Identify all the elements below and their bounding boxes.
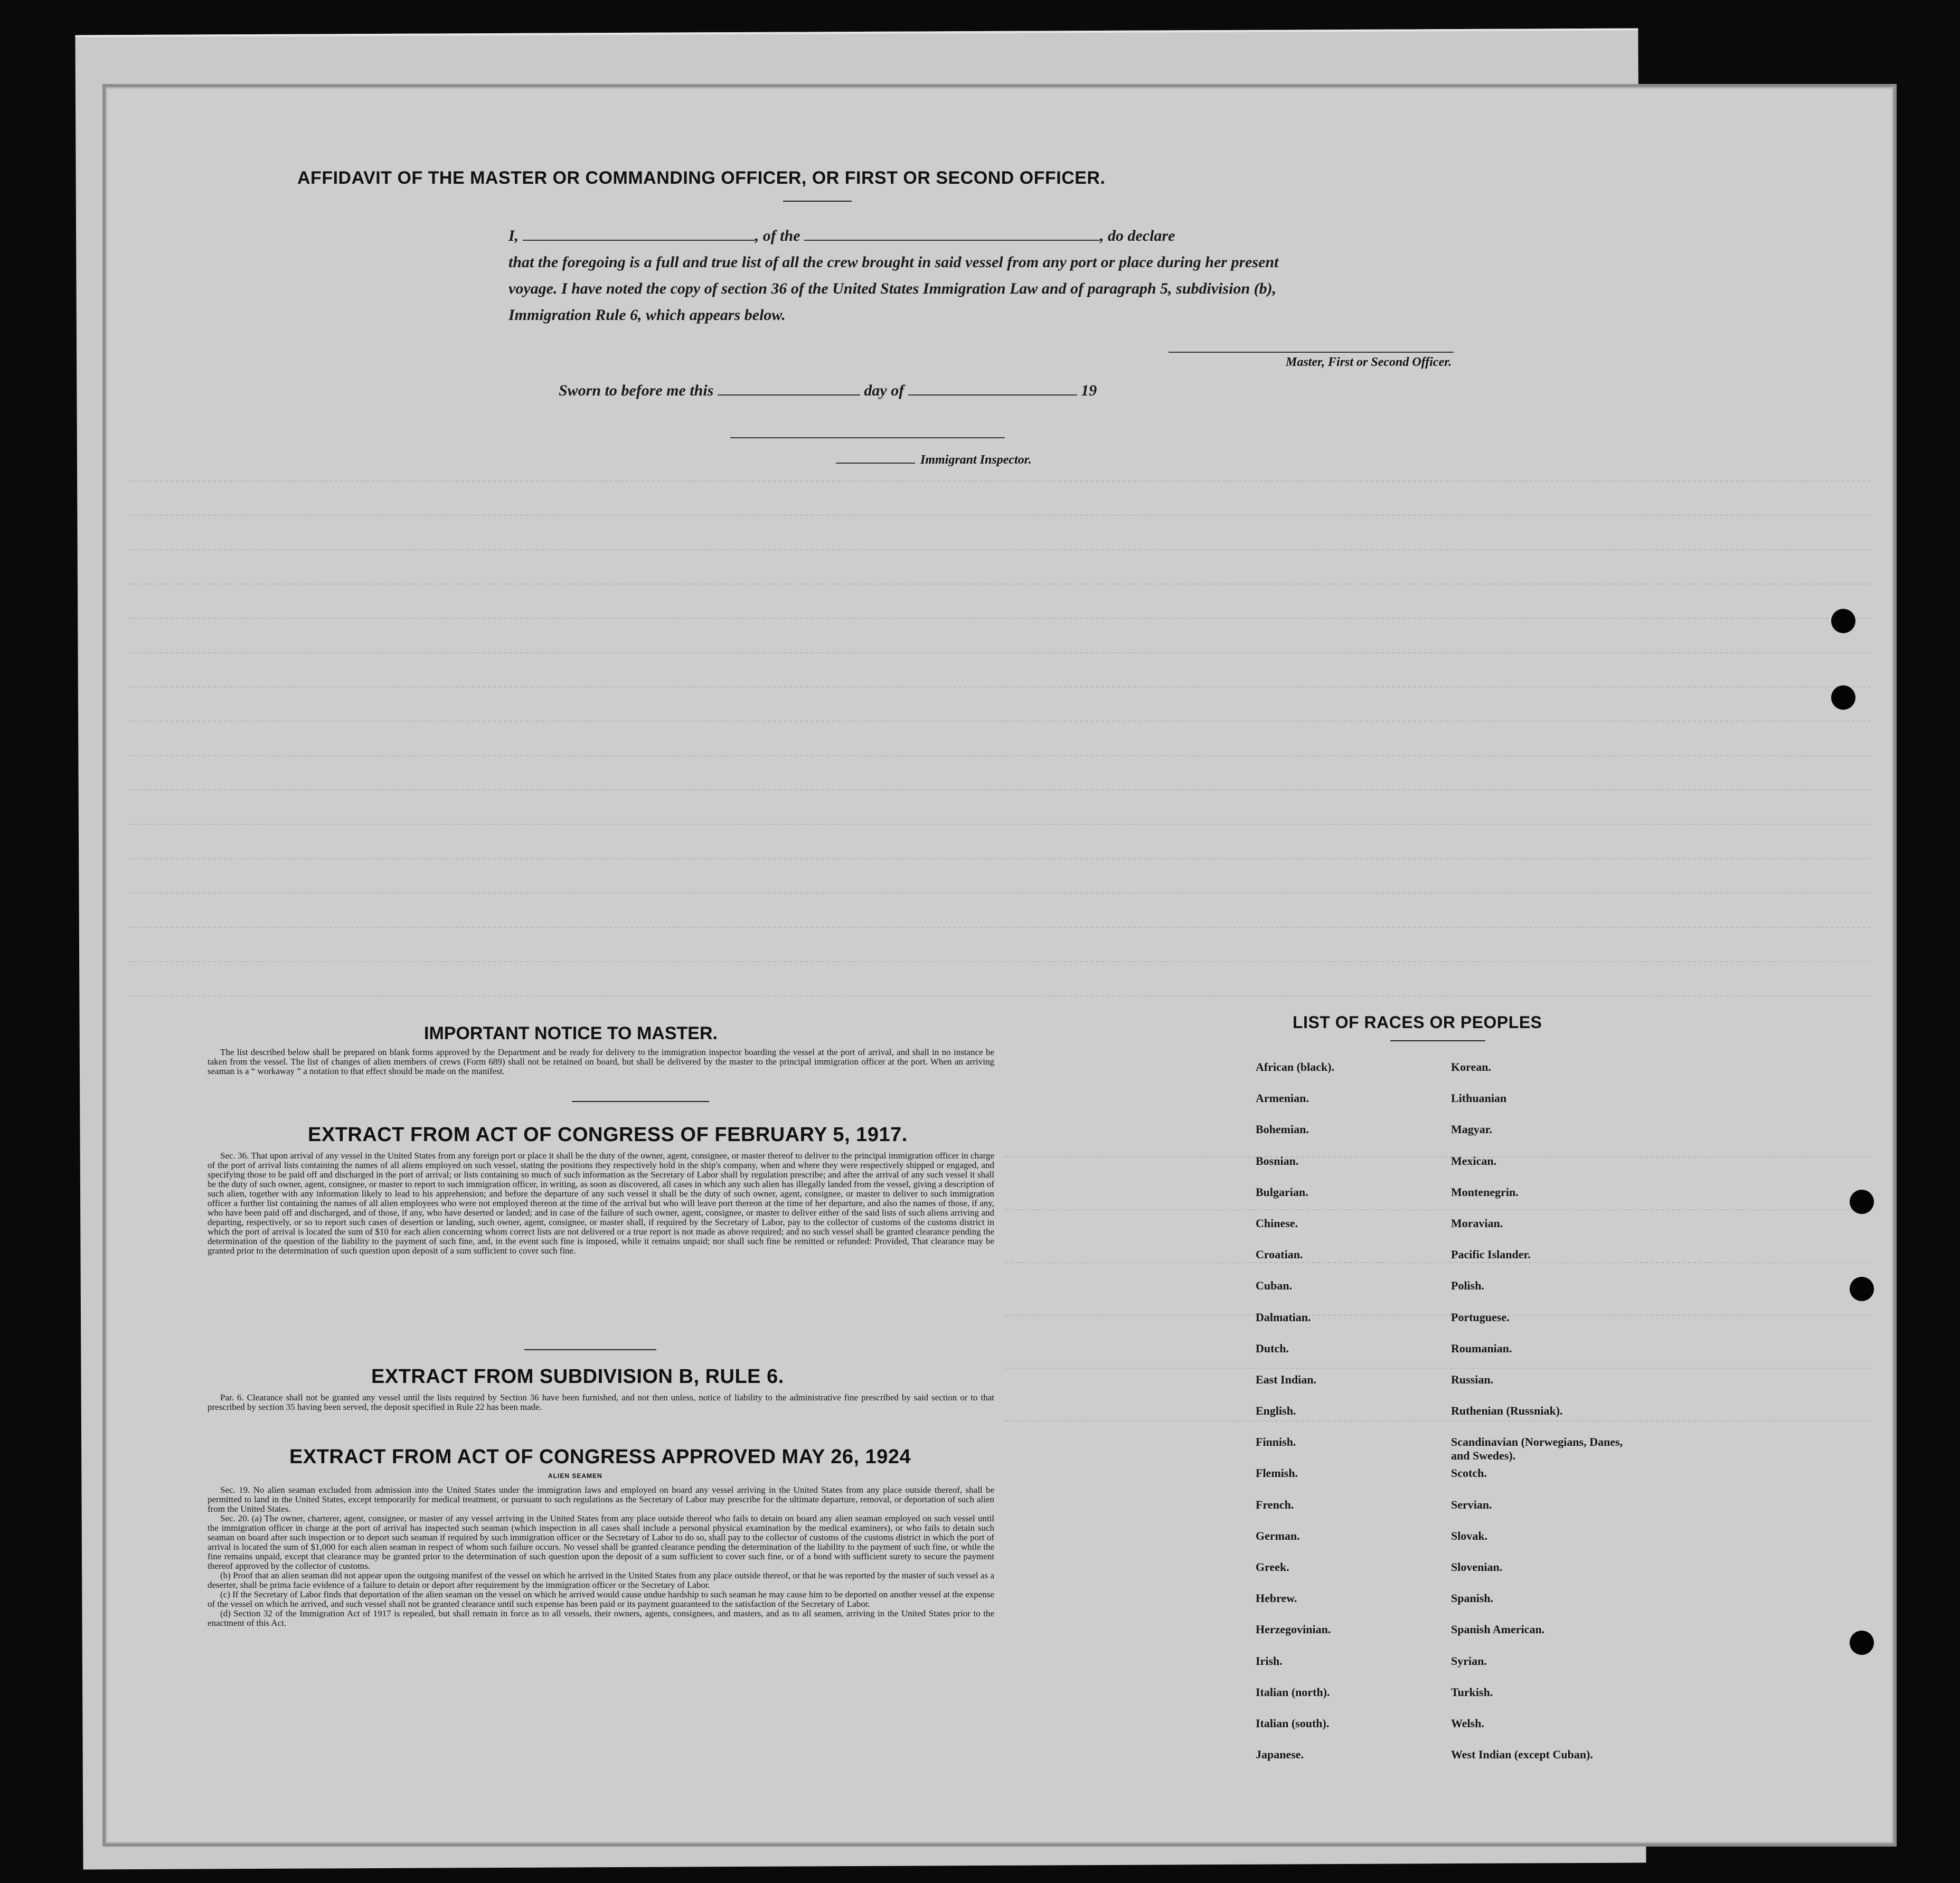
punch-hole — [1850, 1190, 1874, 1214]
race-item: Japanese. — [1256, 1748, 1304, 1762]
race-item: Scotch. — [1451, 1466, 1487, 1480]
race-item: Turkish. — [1451, 1685, 1493, 1699]
extract-1924-sec20a: Sec. 20. (a) The owner, charterer, agent, consignee, or master of any vessel arriving in the United States from any place outside thereof who fails to detain on board any alien seaman employed on such vessel until the immigration officer in charge at the port of arrival has inspected such seaman (which inspection in all cases shall include a personal physical examination by the medical examiners), or who fails to detain such seaman on board after such inspection or to deport such seaman if required by such immigration officer or the Secretary of Labor to do so, shall pay to the collector of customs of the customs district in which the port of arrival is located the sum of $1,000 for each alien seaman in respect of whom such failure occurs. No vessel shall be granted clearance pending the determination of the liability to the payment of such fine, or while the fine remains unpaid, except that clearance may be granted prior to the determination of such question upon the deposit of a sum sufficient to cover such fine, or of a bond with sufficient surety to secure the payment thereof approved by the collector of customs. — [208, 1513, 994, 1571]
race-item: Greek. — [1256, 1560, 1289, 1574]
notice-divider — [572, 1101, 709, 1102]
race-item: Moravian. — [1451, 1216, 1503, 1230]
notice-body — [208, 1048, 994, 1076]
extract-rule6-body — [208, 1393, 994, 1412]
notice-title: IMPORTANT NOTICE TO MASTER. — [424, 1023, 718, 1043]
race-item: Montenegrin. — [1451, 1185, 1519, 1199]
affidavit-line-1 — [508, 227, 1175, 245]
race-item: Spanish. — [1451, 1592, 1494, 1605]
sworn-line — [559, 382, 1097, 400]
race-item: Slovak. — [1451, 1529, 1488, 1542]
race-item: Servian. — [1451, 1498, 1492, 1511]
sworn-month-blank[interactable] — [908, 384, 1077, 396]
race-item: Dalmatian. — [1256, 1310, 1311, 1324]
race-item: Flemish. — [1256, 1466, 1298, 1480]
race-item: Cuban. — [1256, 1279, 1293, 1293]
extract-rule6-title: EXTRACT FROM SUBDIVISION B, RULE 6. — [371, 1366, 784, 1388]
race-item: Spanish American. — [1451, 1623, 1545, 1636]
race-item: East Indian. — [1256, 1372, 1316, 1386]
extract-1917-text: Sec. 36. That upon arrival of any vessel in the United States from any foreign port or place it shall be the duty of the owner, agent, consignee, or master thereof to deliver to the principal immigration officer in charge of the port of arrival lists containing the names of all aliens employed on such vessel, stating the positions they respectively hold in the ship's company, when and where they were respectively shipped or engaged, and specifying those to be paid off and discharged in the port of arrival; or lists containing so much of such information as the Secretary of Labor shall by regulation prescribe; and after the arrival of any such vessel it shall be the duty of such owner, agent, consignee, or master to report to such immigration officer, in writing, as soon as discovered, all cases in which any such alien has illegally landed from the vessel, giving a description of such alien, together with any information likely to lead to his apprehension; and before the departure of any such vessel it shall be the duty of such owner, agent, consignee, or master to deliver to such immigration officer a further list containing the names of all alien employees who were not employed thereon at the time of the arrival but who will leave port thereon at the time of her departure, and also the names of those, if any, who have been paid off and discharged, and of those, if any, who have deserted or landed; and in case of the failure of such owner, agent, consignee, or master to deliver either of the said lists of such aliens arriving and departing, respectively, or so to report such cases of desertion or landing, such owner, agent, consignee, or master shall, if required by the Secretary of Labor, pay to the collector of customs of the customs district in which the port of arrival is located the sum of $10 for each alien concerning whom correct lists are not delivered or a true report is not made as above required; and no such vessel shall be granted clearance pending the determination of the question of the liability to the payment of such fine, and, in the event such fine is imposed, while it remains unpaid; nor shall such fine be remitted or refunded: Provided, That clearance may be granted prior to the determination of such question upon deposit of a sum sufficient to cover such fine. — [208, 1151, 994, 1256]
inspector-caption: Immigrant Inspector. — [920, 453, 1032, 467]
race-item: Finnish. — [1256, 1435, 1296, 1449]
extract-1917-title: EXTRACT FROM ACT OF CONGRESS OF FEBRUARY 5, 1917. — [308, 1124, 908, 1146]
race-item: Portuguese. — [1451, 1310, 1510, 1324]
race-item: English. — [1256, 1404, 1296, 1418]
race-item: Hebrew. — [1256, 1592, 1297, 1605]
master-caption: Master, First or Second Officer. — [1286, 355, 1452, 369]
race-item: Welsh. — [1451, 1716, 1484, 1730]
race-item: Bulgarian. — [1256, 1185, 1308, 1199]
race-item: French. — [1256, 1498, 1294, 1511]
extract-1924-sec20c: (c) If the Secretary of Labor finds that deportation of the alien seaman on the vessel on which he arrived would cause undue hardship to such seaman he may cause him to be deported on another vessel at the expense of the vessel on which he arrived, and such vessel shall not be granted clearance until such expense has been paid or its payment guaranteed to the satisfaction of the Secretary of Labor. — [208, 1589, 994, 1609]
race-item: Pacific Islander. — [1451, 1248, 1531, 1261]
race-item: Chinese. — [1256, 1216, 1298, 1230]
extract-1924-sec20d: (d) Section 32 of the Immigration Act of 1917 is repealed, but shall remain in force as to all vessels, their owners, agents, consignees, and masters, and as to all seamen, arriving in the United States prior to the enactment of this Act. — [208, 1608, 994, 1628]
race-item: Dutch. — [1256, 1341, 1289, 1355]
affidavit-i-label: I, — [508, 227, 519, 244]
master-signature-line[interactable] — [1169, 352, 1454, 353]
race-item: Russian. — [1451, 1372, 1494, 1386]
extract-1924-title: EXTRACT FROM ACT OF CONGRESS APPROVED MAY 26, 1924 — [289, 1446, 911, 1468]
punch-hole — [1850, 1277, 1874, 1301]
race-item: West Indian (except Cuban). — [1451, 1748, 1593, 1762]
race-item: Irish. — [1256, 1654, 1283, 1668]
punch-hole — [1831, 609, 1855, 633]
master-name-blank[interactable] — [523, 229, 755, 241]
race-item: German. — [1256, 1529, 1300, 1542]
extract-1917-body — [208, 1151, 994, 1256]
vessel-name-blank[interactable] — [804, 229, 1100, 241]
extract-1924-sec20b: (b) Proof that an alien seaman did not appear upon the outgoing manifest of the vessel on which he arrived in the United States from any place outside thereof, or that he was reported by the master of such vessel as a deserter, shall be prima facie evidence of a failure to detain or deport after requirement by the immigration officer or the Secretary of Labor. — [208, 1570, 994, 1590]
race-item: Korean. — [1451, 1060, 1491, 1074]
race-item: Polish. — [1451, 1279, 1484, 1293]
race-item: Scandinavian (Norwegians, Danes, and Swedes). — [1451, 1435, 1623, 1463]
extract-1924-sec19: Sec. 19. No alien seaman excluded from admission into the United States under the immigration laws and employed on board any vessel arriving in the United States from any place outside thereof, shall be permitted to land in the United States, except temporarily for medical treatment, or pursuant to such regulations as the Secretary of Labor may prescribe for the ultimate departure, removal, or deportation of such alien from the United States. — [208, 1485, 994, 1514]
race-item: Bohemian. — [1256, 1123, 1309, 1136]
races-underline — [1390, 1040, 1485, 1041]
races-left-column — [1256, 1060, 1334, 1779]
notice-text: The list described below shall be prepared on blank forms approved by the Department and be ready for delivery to the immigration inspector boarding the vessel at the port of arrival, and shall in no instance be taken from the vessel. The list of changes of alien members of crews (Form 689) shall not be retained on board, but shall be delivered by the master to the principal immigration officer at the port. When an arriving seaman is a “ workaway ” a notation to that effect should be made on the manifest. — [208, 1047, 994, 1076]
inspector-signature-line[interactable] — [730, 437, 1005, 438]
race-item: Mexican. — [1451, 1154, 1497, 1168]
extract-1924-subtitle: ALIEN SEAMEN — [548, 1472, 602, 1480]
race-item: Slovenian. — [1451, 1560, 1503, 1574]
extract-1917-divider — [524, 1349, 656, 1350]
race-item: Bosnian. — [1256, 1154, 1299, 1168]
race-item: Syrian. — [1451, 1654, 1487, 1668]
affidavit-declare-label: , do declare — [1100, 227, 1175, 244]
races-right-column — [1451, 1060, 1747, 1779]
race-item: African (black). — [1256, 1060, 1335, 1074]
affidavit-line-2: that the foregoing is a full and true list of all the crew brought in said vessel from any port or place during her present — [508, 253, 1279, 271]
race-item: Herzegovinian. — [1256, 1623, 1331, 1636]
title-underline — [783, 201, 852, 202]
races-title: LIST OF RACES OR PEOPLES — [1293, 1013, 1542, 1032]
punch-hole — [1850, 1631, 1874, 1655]
race-item: Croatian. — [1256, 1248, 1303, 1261]
race-item: Armenian. — [1256, 1091, 1309, 1105]
affidavit-title: AFFIDAVIT OF THE MASTER OR COMMANDING OFFICER, OR FIRST OR SECOND OFFICER. — [297, 168, 1106, 188]
sworn-day-blank[interactable] — [718, 384, 860, 396]
sworn-day-label: day of — [864, 382, 904, 399]
race-item: Lithuanian — [1451, 1091, 1507, 1105]
race-item: Magyar. — [1451, 1123, 1493, 1136]
affidavit-of-the-label: , of the — [755, 227, 800, 244]
sworn-year-label: 19 — [1081, 382, 1097, 399]
race-item: Ruthenian (Russniak). — [1451, 1404, 1563, 1418]
punch-hole — [1831, 685, 1855, 710]
race-item: Roumanian. — [1451, 1341, 1512, 1355]
affidavit-line-4: Immigration Rule 6, which appears below. — [508, 306, 786, 324]
extract-rule6-text: Par. 6. Clearance shall not be granted any vessel until the lists required by Section 36 have been furnished, and not then unless, notice of liability to the administrative fine prescribed by said section or to that prescribed by section 35 having been served, the deposit specified in Rule 22 has been made. — [208, 1392, 994, 1412]
sworn-prefix: Sworn to before me this — [559, 382, 714, 399]
race-item: Italian (south). — [1256, 1716, 1330, 1730]
race-item: Italian (north). — [1256, 1685, 1330, 1699]
extract-1924-body — [208, 1485, 994, 1628]
manifest-sheet — [106, 87, 1893, 1843]
affidavit-line-3: voyage. I have noted the copy of section 36 of the United States Immigration Law and of paragraph 5, subdivision (b), — [508, 280, 1277, 297]
inspector-leader-line — [836, 463, 915, 464]
